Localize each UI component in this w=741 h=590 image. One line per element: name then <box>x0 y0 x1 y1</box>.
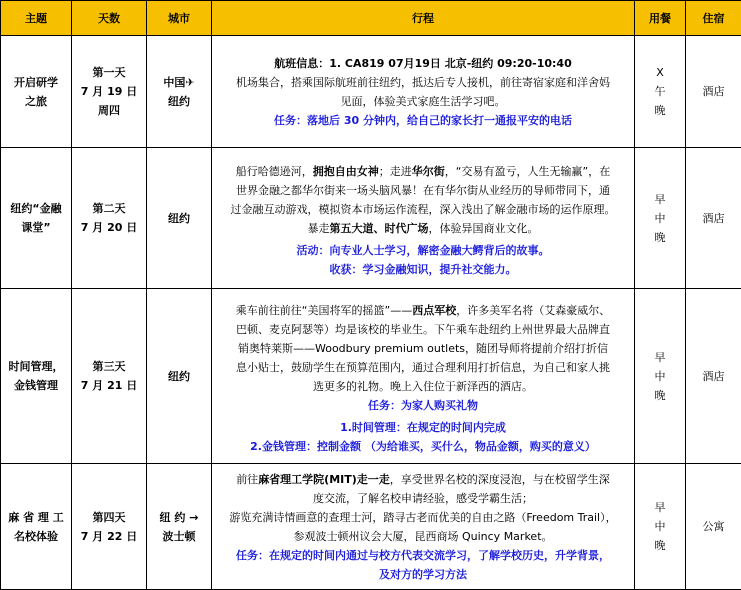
theme-line: 时间管理， <box>1 357 71 376</box>
activity-line: 活动：向专业人士学习，解密金融大鳄背后的故事。 <box>212 241 634 260</box>
task-item: 1.时间管理：在规定的时间内完成 <box>212 418 634 437</box>
city-line: 纽 约 → <box>147 508 211 527</box>
city-line: 中国✈ <box>147 73 211 92</box>
itinerary-cell <box>212 464 635 590</box>
theme-line: 金钱管理 <box>1 376 71 395</box>
task-line: 任务：为家人购买礼物 <box>212 396 634 415</box>
meal-lunch: 中 <box>635 367 685 386</box>
meal-dinner: 晚 <box>635 386 685 405</box>
day-date: 7 月 20 日 <box>72 218 146 237</box>
header-itinerary: 行程 <box>212 1 635 36</box>
theme-line: 纽约“金融 <box>1 199 71 218</box>
header-meals: 用餐 <box>635 1 686 36</box>
meals-cell <box>635 36 686 148</box>
meals-cell <box>635 289 686 464</box>
desc-line: 销奥特莱斯——Woodbury premium outlets，随团导师将提前介绍打折信 <box>212 339 634 358</box>
city-cell <box>147 148 212 289</box>
day-cell <box>72 289 147 464</box>
day-weekday: 周四 <box>72 101 146 120</box>
city-cell <box>147 464 212 590</box>
itinerary-cell <box>212 289 635 464</box>
lodging-cell: 酒店 <box>686 36 741 148</box>
desc-text: ，体验异国商业文化。 <box>429 222 539 235</box>
desc-line: 游览充满诗情画意的查理士河，踏寻古老而优美的自由之路（Freedom Trail）， <box>212 508 634 527</box>
desc-text: ，享受世界名校的深度浸泡，与在校留学生深 <box>390 473 610 486</box>
desc-line: 巴顿、麦克阿瑟等）均是该校的毕业生。下午乘车赴纽约上州世界最大品牌直 <box>212 320 634 339</box>
desc-text: 乘车前往前往“美国将军的摇篮”—— <box>236 304 412 317</box>
desc-line <box>212 219 634 238</box>
theme-cell <box>1 289 72 464</box>
desc-text: ，许多美军名将（艾森豪威尔、 <box>456 304 610 317</box>
day-date: 7 月 21 日 <box>72 376 146 395</box>
table-row-day2 <box>1 148 741 289</box>
table-row-day3 <box>1 289 741 464</box>
task-line: 任务：落地后 30 分钟内，给自己的家长打一通报平安的电话 <box>212 111 634 130</box>
desc-text: 前往 <box>236 473 258 486</box>
meal-breakfast: 早 <box>635 498 685 517</box>
desc-line: 机场集合，搭乘国际航班前往纽约，抵达后专人接机，前往寄宿家庭和洋舍妈 <box>212 73 634 92</box>
city-cell <box>147 36 212 148</box>
theme-line: 之旅 <box>1 92 71 111</box>
meal-dinner: 晚 <box>635 228 685 247</box>
itinerary-cell <box>212 36 635 148</box>
desc-line <box>212 470 634 489</box>
header-theme: 主题 <box>1 1 72 36</box>
day-label: 第四天 <box>72 508 146 527</box>
desc-highlight: 拥抱自由女神 <box>313 165 379 178</box>
meal-dinner: 晚 <box>635 101 685 120</box>
task-line: 任务：在规定的时间内通过与校方代表交流学习，了解学校历史，升学背景， <box>212 546 634 565</box>
meal-dinner: 晚 <box>635 536 685 555</box>
desc-highlight: 麻省理工学院(MIT)走一走 <box>258 473 390 486</box>
theme-cell <box>1 36 72 148</box>
lodging-cell: 酒店 <box>686 289 741 464</box>
desc-line <box>212 301 634 320</box>
meal-breakfast: 早 <box>635 348 685 367</box>
day-cell <box>72 464 147 590</box>
city-cell <box>147 289 212 464</box>
desc-text: ；走进 <box>379 165 412 178</box>
meals-cell <box>635 464 686 590</box>
theme-line: 课堂” <box>1 218 71 237</box>
day-label: 第三天 <box>72 357 146 376</box>
flight-info: 航班信息：1. CA819 07月19日 北京-纽约 09:20-10:40 <box>212 54 634 73</box>
desc-line: 过金融互动游戏，模拟资本市场运作流程，深入浅出了解金融市场的运作原理。 <box>212 200 634 219</box>
meal-breakfast: 早 <box>635 190 685 209</box>
city-line: 纽约 <box>147 209 211 228</box>
header-lodging: 住宿 <box>686 1 741 36</box>
theme-line: 开启研学 <box>1 73 71 92</box>
meal-lunch: 午 <box>635 82 685 101</box>
desc-highlight: 第五大道、时代广场 <box>330 222 429 235</box>
header-row <box>1 1 741 36</box>
meal-lunch: 中 <box>635 517 685 536</box>
desc-line: 选更多的礼物。晚上入住位于新泽西的酒店。 <box>212 377 634 396</box>
day-label: 第一天 <box>72 63 146 82</box>
theme-line: 麻 省 理 工 <box>1 508 71 527</box>
city-line: 纽约 <box>147 92 211 111</box>
desc-highlight: 西点军校 <box>412 304 456 317</box>
city-line: 波士顿 <box>147 527 211 546</box>
meals-cell <box>635 148 686 289</box>
header-days: 天数 <box>72 1 147 36</box>
city-line: 纽约 <box>147 367 211 386</box>
gain-line: 收获：学习金融知识，提升社交能力。 <box>212 260 634 279</box>
lodging-cell: 酒店 <box>686 148 741 289</box>
table-row-day1 <box>1 36 741 148</box>
day-cell <box>72 36 147 148</box>
theme-line: 名校体验 <box>1 527 71 546</box>
theme-cell <box>1 464 72 590</box>
desc-line: 息小贴士，鼓励学生在预算范围内，通过合理利用打折信息，为自己和家人挑 <box>212 358 634 377</box>
theme-cell <box>1 148 72 289</box>
desc-highlight: 华尔街 <box>412 165 445 178</box>
day-date: 7 月 19 日 <box>72 82 146 101</box>
table-row-day4 <box>1 464 741 590</box>
desc-line: 参观波士顿州议会大厦，昆西商场 Quincy Market。 <box>212 527 634 546</box>
task-item: 2.金钱管理：控制金额 （为给谁买，买什么，物品金额，购买的意义） <box>212 437 634 456</box>
desc-text: ，“交易有盈亏，人生无输赢”，在 <box>445 165 610 178</box>
desc-line: 度交流，了解名校申请经验，感受学霸生活； <box>212 489 634 508</box>
desc-line: 见面，体验美式家庭生活学习吧。 <box>212 92 634 111</box>
task-line: 及对方的学习方法 <box>212 565 634 584</box>
day-label: 第二天 <box>72 199 146 218</box>
header-city: 城市 <box>147 1 212 36</box>
desc-line <box>212 162 634 181</box>
day-cell <box>72 148 147 289</box>
desc-line: 世界金融之都华尔街来一场头脑风暴！在有华尔街从业经历的导师带同下，通 <box>212 181 634 200</box>
day-date: 7 月 22 日 <box>72 527 146 546</box>
desc-text: 暴走 <box>308 222 330 235</box>
meal-breakfast: X <box>635 63 685 82</box>
desc-text: 船行哈德逊河， <box>236 165 313 178</box>
meal-lunch: 中 <box>635 209 685 228</box>
lodging-cell: 公寓 <box>686 464 741 590</box>
itinerary-cell <box>212 148 635 289</box>
